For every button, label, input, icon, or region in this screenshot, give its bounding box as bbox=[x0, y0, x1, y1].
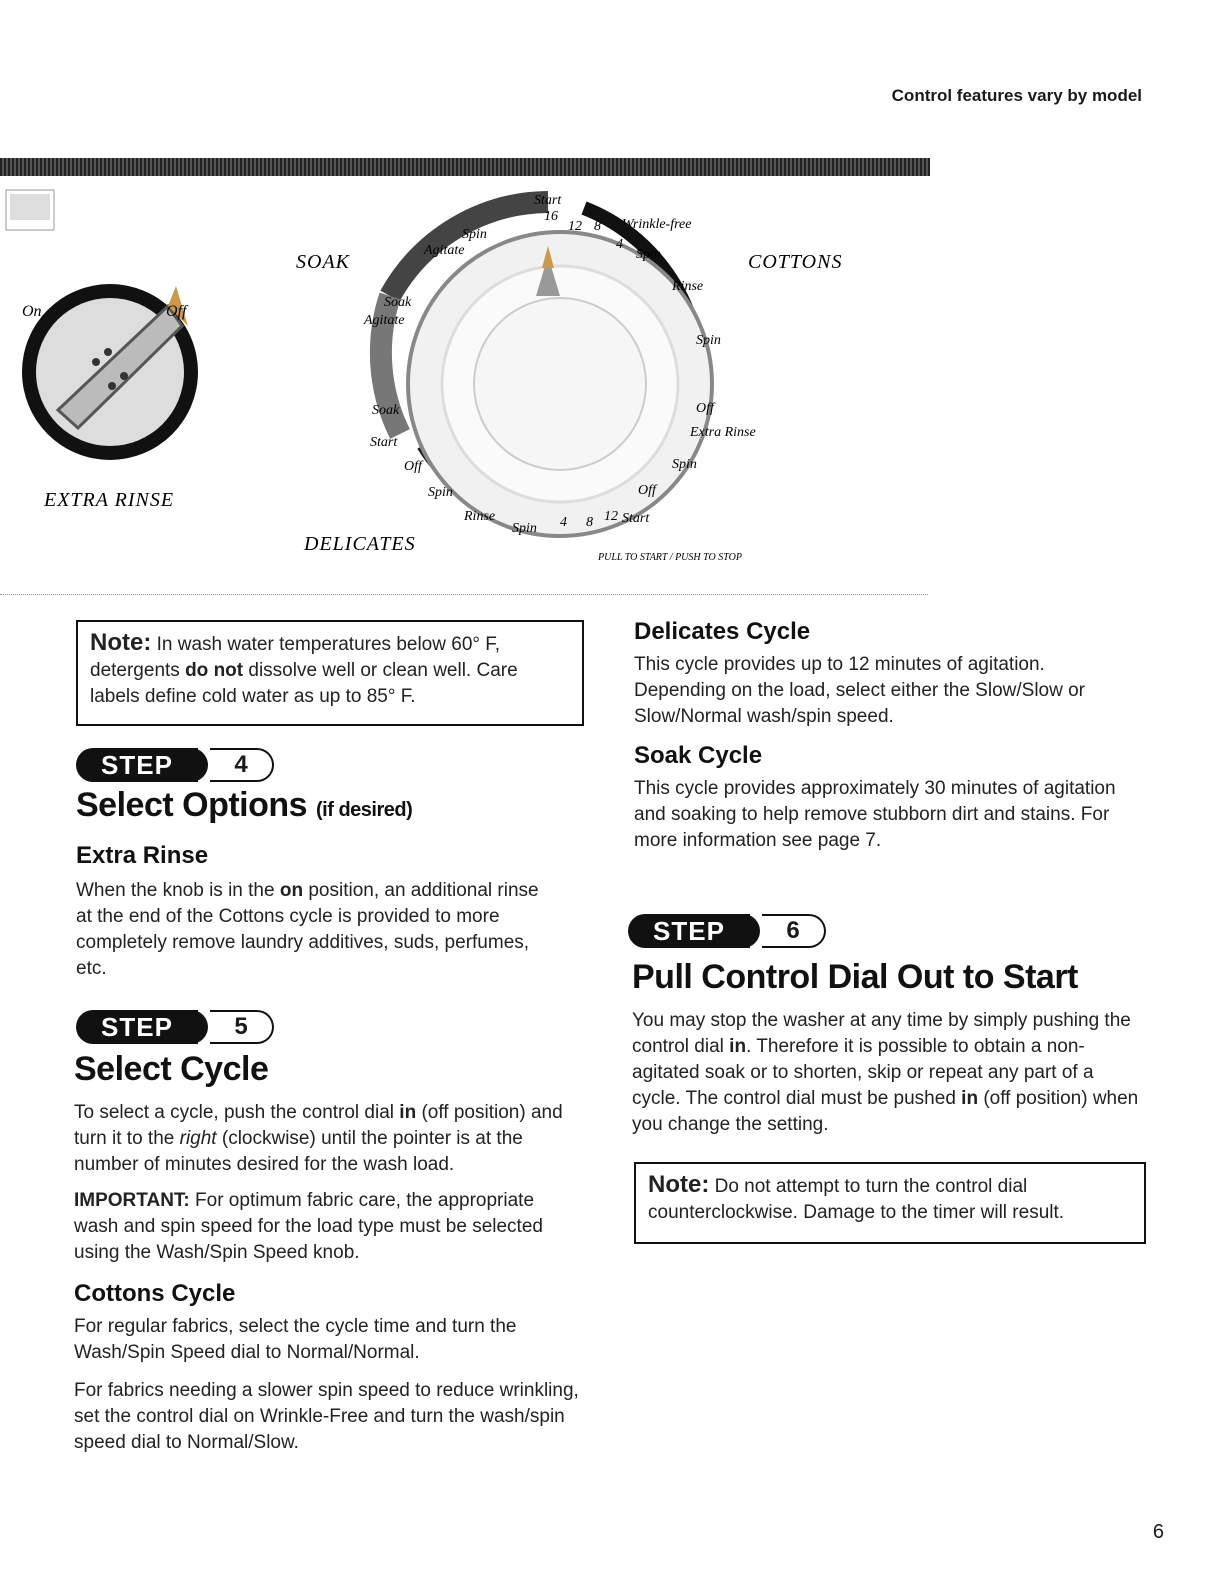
dial-label: 12 bbox=[568, 219, 582, 234]
header-note: Control features vary by model bbox=[891, 86, 1142, 105]
step-number: 6 bbox=[762, 914, 826, 948]
cottons-text-2: For fabrics needing a slower spin speed to reduce wrinkling, set the control dial on Wrinkle-Free and turn the wash/spin speed dial to Normal/Slow. bbox=[74, 1380, 579, 1453]
dial-label: Rinse bbox=[464, 509, 496, 524]
panel-top-bar bbox=[0, 158, 930, 176]
note-text-2: dissolve well or clean well. Care labels define cold water as up to 85° F. bbox=[90, 660, 518, 707]
dial-label: Agitate bbox=[424, 243, 465, 258]
pull-control-heading: Pull Control Dial Out to Start bbox=[632, 958, 1078, 996]
dial-label: Agitate bbox=[364, 313, 405, 328]
cottons-caption: COTTONS bbox=[748, 251, 843, 273]
step-number: 4 bbox=[210, 748, 274, 782]
dial-label: Spin bbox=[512, 521, 537, 536]
select-cycle-heading: Select Cycle bbox=[74, 1050, 269, 1088]
energy-star-icon-fill bbox=[10, 194, 50, 220]
important-text: IMPORTANT: For optimum fabric care, the appropriate wash and spin speed for the load type must be selected using the Wash/Spin Speed knob. bbox=[74, 1190, 543, 1263]
dial-label: Off bbox=[638, 483, 656, 498]
step-label: STEP bbox=[628, 914, 750, 948]
cottons-cycle-heading: Cottons Cycle bbox=[74, 1280, 236, 1307]
dial-label: Start bbox=[534, 193, 562, 208]
dial-label: Rinse bbox=[672, 279, 704, 294]
dial-label: 16 bbox=[544, 209, 558, 224]
step-label: STEP bbox=[76, 748, 198, 782]
note-text: Do not attempt to turn the control dial counterclockwise. Damage to the timer will result. bbox=[648, 1176, 1065, 1223]
dial-label: Off bbox=[404, 459, 422, 474]
extra-rinse-heading: Extra Rinse bbox=[76, 842, 209, 869]
knob-off-label: Off bbox=[166, 303, 187, 320]
select-cycle-text: To select a cycle, push the control dial in (off position) and turn it to the right (clockwise) until the pointer is at the number of minutes desired for the wash load. bbox=[74, 1102, 563, 1175]
dial-label: 4 bbox=[560, 515, 567, 530]
dial-label: 8 bbox=[586, 515, 593, 530]
dial-label: Soak bbox=[384, 295, 412, 310]
dial-label: Start bbox=[622, 511, 650, 526]
note-text: In wash water temperatures below 60° F, detergents bbox=[90, 634, 501, 681]
dial-label: Off bbox=[696, 401, 714, 416]
control-panel-illustration bbox=[0, 176, 930, 594]
page-number: 6 bbox=[1152, 1521, 1164, 1543]
step-label: STEP bbox=[76, 1010, 198, 1044]
soak-caption: SOAK bbox=[296, 251, 350, 273]
timer-note bbox=[634, 1162, 1146, 1244]
if-desired-suffix: (if desired) bbox=[316, 799, 413, 821]
pull-control-text: You may stop the washer at any time by simply pushing the control dial in. Therefore it is possible to obtain a non-agitated soak or to shorten, skip or repeat any part of a cycle. The control dial must be pushed in (off position) when you change the setting. bbox=[632, 1010, 1139, 1135]
dial-label: 8 bbox=[594, 219, 601, 234]
panel-bottom-edge bbox=[0, 594, 928, 595]
dial-label: 4 bbox=[616, 237, 623, 252]
timer-dial bbox=[366, 202, 730, 566]
step-6-badge bbox=[628, 914, 828, 948]
step-5-badge bbox=[76, 1010, 276, 1044]
note-title: Note: bbox=[90, 629, 152, 656]
delicates-text: This cycle provides up to 12 minutes of agitation. Depending on the load, select either the Slow/Slow or Slow/Normal wash/spin speed. bbox=[634, 654, 1085, 727]
cottons-text-1: For regular fabrics, select the cycle time and turn the Wash/Spin Speed dial to Normal/Normal. bbox=[74, 1316, 517, 1363]
dial-label: Spin bbox=[696, 333, 721, 348]
dial-label: Wrinkle-free bbox=[622, 217, 692, 232]
select-options-heading: Select Options (if desired) bbox=[76, 786, 413, 824]
note-title: Note: bbox=[648, 1171, 710, 1198]
step-4-badge bbox=[76, 748, 276, 782]
pull-push-label: PULL TO START / PUSH TO STOP bbox=[598, 552, 742, 563]
step-number: 5 bbox=[210, 1010, 274, 1044]
dial-label: Start bbox=[370, 435, 398, 450]
knob-on-label: On bbox=[22, 303, 42, 320]
extra-rinse-text: When the knob is in the on position, an additional rinse at the end of the Cottons cycle is provided to more completely remove laundry additives, suds, perfumes, etc. bbox=[76, 880, 539, 979]
dial-label: Spin bbox=[462, 227, 487, 242]
dial-label: Extra Rinse bbox=[690, 425, 756, 440]
temperature-note bbox=[76, 620, 584, 726]
soak-text: This cycle provides approximately 30 minutes of agitation and soaking to help remove stubborn dirt and stains. For more information see page 7. bbox=[634, 778, 1116, 851]
dial-label: Soak bbox=[372, 403, 400, 418]
delicates-caption: DELICATES bbox=[304, 533, 416, 555]
dial-label: 12 bbox=[604, 509, 618, 524]
extra-rinse-caption: EXTRA RINSE bbox=[44, 489, 175, 511]
dial-label: Spin bbox=[672, 457, 697, 472]
note-bold: do not bbox=[185, 660, 244, 681]
dial-label: Spin bbox=[636, 247, 661, 262]
soak-cycle-heading: Soak Cycle bbox=[634, 742, 763, 769]
dial-label: Spin bbox=[428, 485, 453, 500]
delicates-cycle-heading: Delicates Cycle bbox=[634, 618, 811, 645]
